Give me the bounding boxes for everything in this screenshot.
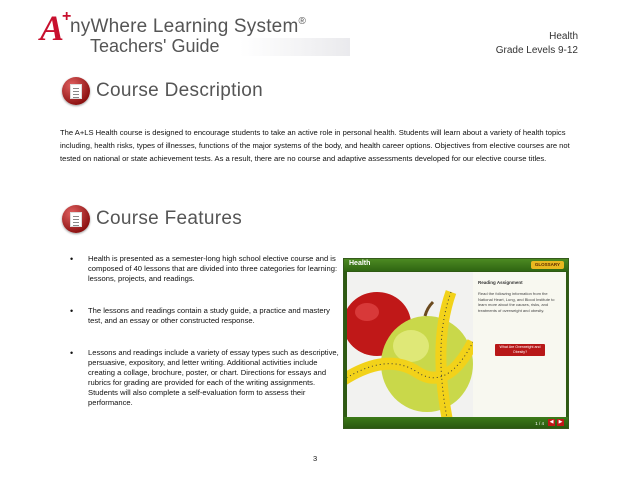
logo-plus: + [62,8,72,25]
logo [40,8,330,56]
document-icon [62,77,90,105]
apple-measuring-tape-image [347,272,473,418]
course-features-heading [62,204,242,234]
glossary-button: GLOSSARY [531,261,564,269]
page-indicator: 1 / 4 [535,421,544,426]
reading-assignment-title: Reading Assignment [478,280,523,285]
logo-title-text: nyWhere Learning System [70,16,299,37]
list-item: • Lessons and readings include a variety of essay types such as descriptive, persuasive, expository, and letter writing. Additional activities include creating a collage, brochure, poster, or chart. Directions for essays and rubrics for grading are provided for each of the writing assignments. Students will also complete a self-evaluation form to assess their performance. [68,348,340,408]
header-course-info [496,30,578,58]
screenshot-title: Health [349,260,371,267]
list-item: • The lessons and readings contain a study guide, a practice and mastery test, and an essay or other constructed response. [68,306,340,326]
logo-title [70,16,306,38]
screenshot-nav-buttons [548,419,564,426]
reading-assignment-panel [473,272,566,418]
list-item: • Health is presented as a semester-long high school elective course and is composed of 40 lessons that are divided into three categories for learning: lessons, projects, and readings. [68,254,340,284]
logo-registered-mark: ® [298,16,307,27]
logo-subtitle: Teachers' Guide [90,36,220,56]
course-description-title: Course Description [96,80,263,101]
course-description-text: The A+LS Health course is designed to encourage students to take an active role in personal health. Students will learn about a variety of health topics including, health risks, types of illnesses, functions of the major systems of the body, and health career options. Objectives from elective courses are not tested on national or state achievement tests. As a result, there are no course and adaptive assessments developed for our elective course titles. [60,128,570,164]
course-features-title: Course Features [96,208,243,229]
overweight-obesity-link-button: What Are Overweight and Obesity? [495,344,545,356]
document-icon [62,205,90,233]
page-number: 3 [313,454,318,463]
course-description-heading [62,76,263,106]
header-grade-levels: Grade Levels 9-12 [495,45,578,56]
logo-a: A [40,8,65,48]
screenshot-title-bar [344,259,568,271]
previous-arrow-icon: ◀ [549,419,554,425]
header-subject: Health [549,31,578,42]
features-list [68,254,340,408]
screenshot-nav-bar [344,417,568,428]
course-screenshot [343,258,569,429]
next-arrow-icon: ▶ [558,419,563,425]
logo-fade-decoration [240,38,350,56]
reading-assignment-text: Read the following information from the National Heart, Lung, and Blood Institute to learn more about the causes, risks, and treatments of overweight and obesity. [478,291,555,313]
